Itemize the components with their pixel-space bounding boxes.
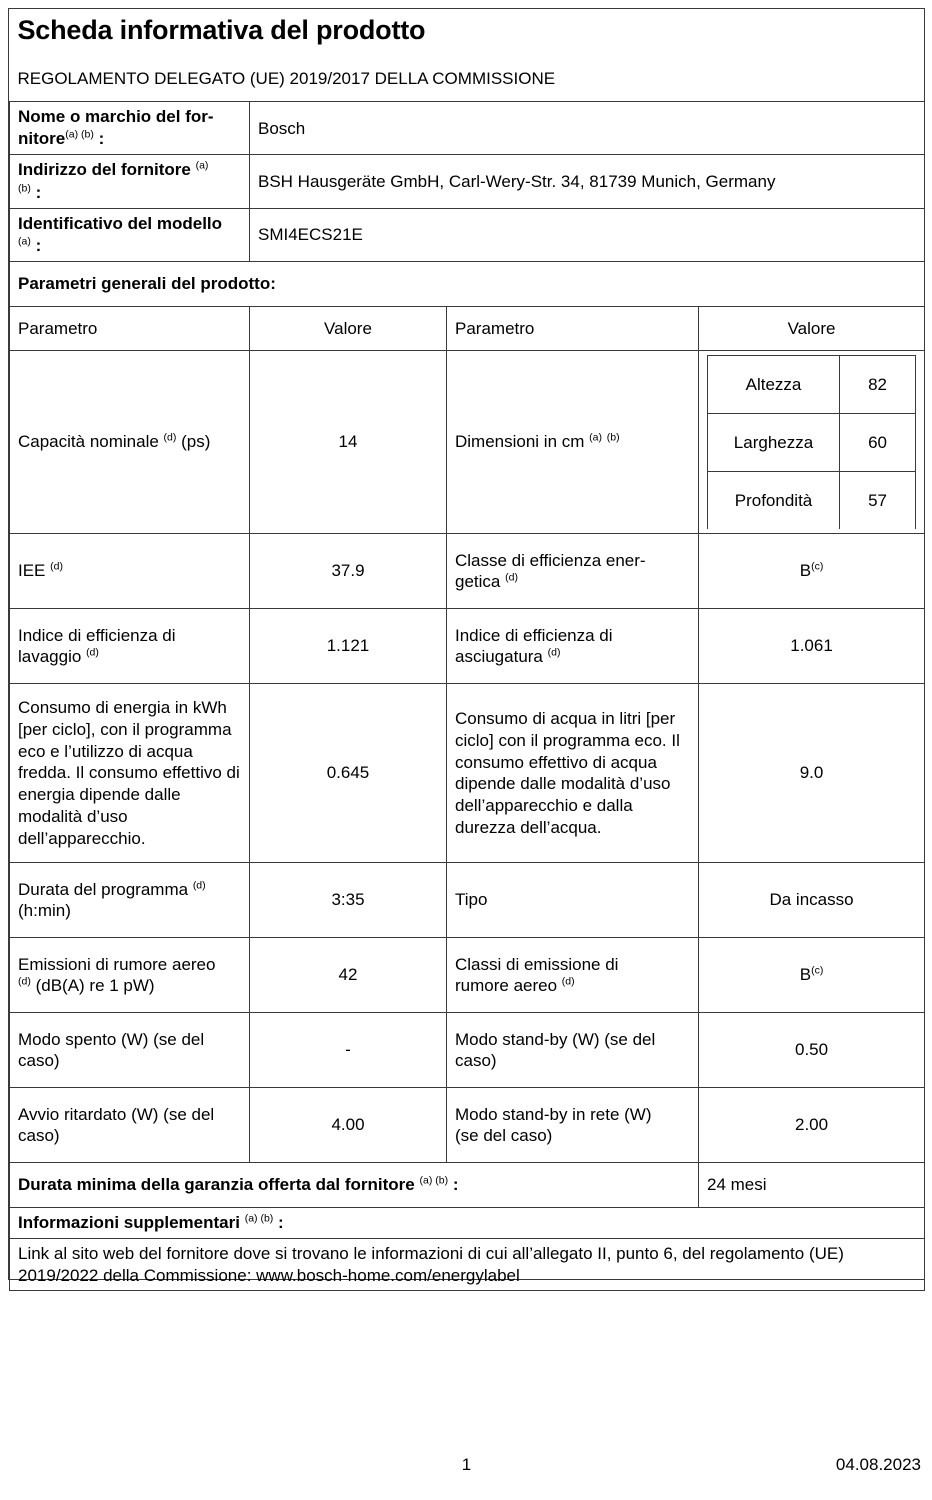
capacity-label-cell (10, 351, 250, 534)
wash-index-label-line1: Indice di efficienza di (18, 625, 176, 645)
off-mode-value: - (250, 1013, 447, 1088)
networked-standby-label-line1: Modo stand-by in rete (W) (455, 1104, 652, 1124)
noise-class-footnote: (d) (561, 975, 575, 988)
warranty-label-cell (10, 1163, 699, 1208)
standby-mode-label-line2: caso) (455, 1051, 497, 1071)
dimension-row-depth (708, 472, 916, 530)
standby-mode-label-line1: Modo stand-by (W) (se del (455, 1029, 656, 1049)
supplier-name-label-line2: nitore (18, 129, 66, 149)
noise-emissions-label-cell (10, 938, 250, 1013)
energy-consumption-label: Consumo di energia in kWh [per ciclo], con il programma eco e l’utilizzo di acqua fredda. Il consumo effettivo di energia dipende dalle modalità d’uso dell’apparecchio. (10, 684, 250, 863)
warranty-footnotes: (a) (b) (419, 1174, 449, 1187)
supplier-address-colon: : (35, 182, 42, 202)
model-colon: : (35, 235, 42, 255)
iee-label-cell (10, 534, 250, 609)
dry-index-label-line2: asciugatura (455, 647, 543, 667)
energy-class-value: B (799, 561, 812, 581)
energy-consumption-value: 0.645 (250, 684, 447, 863)
delayed-start-label-line1: Avvio ritardato (W) (se del (18, 1104, 215, 1124)
noise-emissions-value: 42 (250, 938, 447, 1013)
supplier-address-footnote-b: (b) (18, 181, 31, 194)
wash-dry-index-row (10, 609, 925, 684)
model-footnote-a: (a) (18, 235, 31, 248)
standby-mode-value: 0.50 (699, 1013, 925, 1088)
noise-class-value: B (799, 965, 812, 985)
supplier-address-label: Indirizzo del fornitore (18, 160, 191, 180)
header-valore-1: Valore (250, 306, 447, 351)
delayed-start-label-cell (10, 1088, 250, 1163)
dry-index-label-cell (447, 609, 699, 684)
dimensions-label-cell (447, 351, 699, 534)
off-standby-row (10, 1013, 925, 1088)
header-valore-2: Valore (699, 306, 925, 351)
dimensions-label: Dimensioni in cm (455, 432, 585, 452)
noise-class-label-line1: Classi di emissione di (455, 954, 619, 974)
wash-index-label-line2: lavaggio (18, 647, 82, 667)
dry-index-label-line1: Indice di efficienza di (455, 625, 613, 645)
program-duration-footnote: (d) (192, 878, 206, 891)
dimensions-footnote-a: (a) (589, 431, 603, 444)
capacity-footnote: (d) (163, 431, 177, 444)
capacity-label: Capacità nominale (18, 432, 159, 452)
noise-emissions-label-line2: (dB(A) re 1 pW) (35, 976, 155, 996)
supplementary-label-cell (10, 1208, 925, 1239)
model-label-cell (10, 208, 250, 261)
capacity-dimensions-row (10, 351, 925, 534)
noise-class-label-cell (447, 938, 699, 1013)
type-label: Tipo (447, 863, 699, 938)
warranty-row (10, 1163, 925, 1208)
delayed-start-label-line2: caso) (18, 1126, 60, 1146)
supplier-address-footnote-a: (a) (195, 159, 209, 172)
product-information-sheet (8, 8, 925, 1285)
supplementary-heading-row (10, 1208, 925, 1239)
dimensions-subtable (707, 355, 916, 529)
header-parametro-1: Parametro (10, 306, 250, 351)
supplementary-colon: : (278, 1213, 284, 1233)
model-value: SMI4ECS21E (250, 208, 925, 261)
supplier-name-label-line1: Nome o marchio del for- (18, 107, 214, 127)
supplementary-footnotes: (a) (b) (244, 1212, 274, 1225)
footer-date: 04.08.2023 (835, 1455, 921, 1474)
supplier-name-colon: : (98, 129, 105, 149)
iee-label: IEE (18, 561, 46, 581)
wash-index-value: 1.121 (250, 609, 447, 684)
consumption-row (10, 684, 925, 863)
networked-standby-label-cell (447, 1088, 699, 1163)
general-params-caption: Parametri generali del prodotto: (18, 273, 276, 293)
supplier-address-row (10, 155, 925, 208)
energy-class-label-line1: Classe di efficienza ener- (455, 550, 646, 570)
warranty-value: 24 mesi (699, 1163, 925, 1208)
off-mode-label-line1: Modo spento (W) (se del (18, 1029, 205, 1049)
supplier-address-label-cell (10, 155, 250, 208)
noise-emissions-label-line1: Emissioni di rumore aereo (18, 954, 216, 974)
program-duration-value: 3:35 (250, 863, 447, 938)
dimension-label-depth: Profondità (708, 472, 840, 530)
product-sheet-table (9, 9, 925, 1291)
dimensions-subtable-cell (699, 351, 925, 534)
header-parametro-2: Parametro (447, 306, 699, 351)
energy-class-value-footnote: (c) (811, 560, 824, 573)
energy-class-footnote: (d) (505, 571, 518, 584)
supplementary-text: Link al sito web del fornitore dove si trovano le informazioni di cui all’allegato II, punto 6, del regolamento (UE) 2019/2022 della Commissione: www.bosch-home.com/energylabel (10, 1238, 925, 1291)
model-label: Identificativo del modello (18, 213, 223, 233)
dimension-row-height (708, 356, 916, 414)
networked-standby-value: 2.00 (699, 1088, 925, 1163)
footer-page-number: 1 (461, 1455, 472, 1474)
dimension-value-depth: 57 (840, 472, 916, 530)
iee-value: 37.9 (250, 534, 447, 609)
water-consumption-label: Consumo di acqua in litri [per ciclo] con il programma eco. Il consumo effettivo di acqua dipende dalle modalità d’uso dell’apparecchio e dalla durezza dell’acqua. (447, 684, 699, 863)
warranty-label: Durata minima della garanzia offerta dal fornitore (18, 1175, 415, 1195)
dimension-label-width: Larghezza (708, 414, 840, 472)
iee-energy-class-row (10, 534, 925, 609)
warranty-colon: : (452, 1175, 459, 1195)
wash-index-label-cell (10, 609, 250, 684)
duration-type-row (10, 863, 925, 938)
program-duration-label-cell (10, 863, 250, 938)
standby-mode-label-cell (447, 1013, 699, 1088)
supplementary-text-row (10, 1238, 925, 1291)
networked-standby-label-line2: (se del caso) (455, 1126, 553, 1146)
capacity-label-tail: (ps) (181, 432, 211, 452)
program-duration-label-line2: (h:min) (18, 901, 71, 921)
off-mode-label-cell (10, 1013, 250, 1088)
noise-emissions-footnote: (d) (18, 975, 31, 988)
supplier-name-value: Bosch (250, 102, 925, 155)
dimension-value-width: 60 (840, 414, 916, 472)
supplier-address-value: BSH Hausgeräte GmbH, Carl-Wery-Str. 34, 81739 Munich, Germany (250, 155, 925, 208)
water-consumption-value: 9.0 (699, 684, 925, 863)
noise-class-value-footnote: (c) (811, 964, 824, 977)
program-duration-label-line1: Durata del programma (18, 879, 189, 899)
general-params-caption-cell (10, 261, 925, 306)
title-row (10, 9, 925, 102)
model-identifier-row (10, 208, 925, 261)
dimensions-footnote-b: (b) (606, 431, 620, 444)
dry-index-value: 1.061 (699, 609, 925, 684)
regulation-subtitle: REGOLAMENTO DELEGATO (UE) 2019/2017 DELLA COMMISSIONE (17, 68, 556, 88)
energy-class-value-cell (699, 534, 925, 609)
supplier-name-label-cell (10, 102, 250, 155)
noise-class-value-cell (699, 938, 925, 1013)
delayed-networked-row (10, 1088, 925, 1163)
title-cell (10, 9, 925, 102)
general-params-caption-row (10, 261, 925, 306)
delayed-start-value: 4.00 (250, 1088, 447, 1163)
dimension-value-height: 82 (840, 356, 916, 414)
supplier-name-footnotes: (a) (b) (65, 128, 94, 141)
off-mode-label-line2: caso) (18, 1051, 60, 1071)
capacity-value: 14 (250, 351, 447, 534)
column-header-row (10, 306, 925, 351)
supplementary-label: Informazioni supplementari (18, 1213, 240, 1233)
supplier-name-row (10, 102, 925, 155)
noise-class-label-line2: rumore aereo (455, 976, 558, 996)
type-value: Da incasso (699, 863, 925, 938)
energy-class-label-cell (447, 534, 699, 609)
dimension-label-height: Altezza (708, 356, 840, 414)
noise-row (10, 938, 925, 1013)
iee-footnote: (d) (50, 560, 63, 573)
energy-class-label-line2: getica (455, 572, 501, 592)
dry-index-footnote: (d) (547, 646, 561, 659)
wash-index-footnote: (d) (86, 646, 99, 659)
page-title: Scheda informativa del prodotto (17, 15, 426, 45)
dimension-row-width (708, 414, 916, 472)
